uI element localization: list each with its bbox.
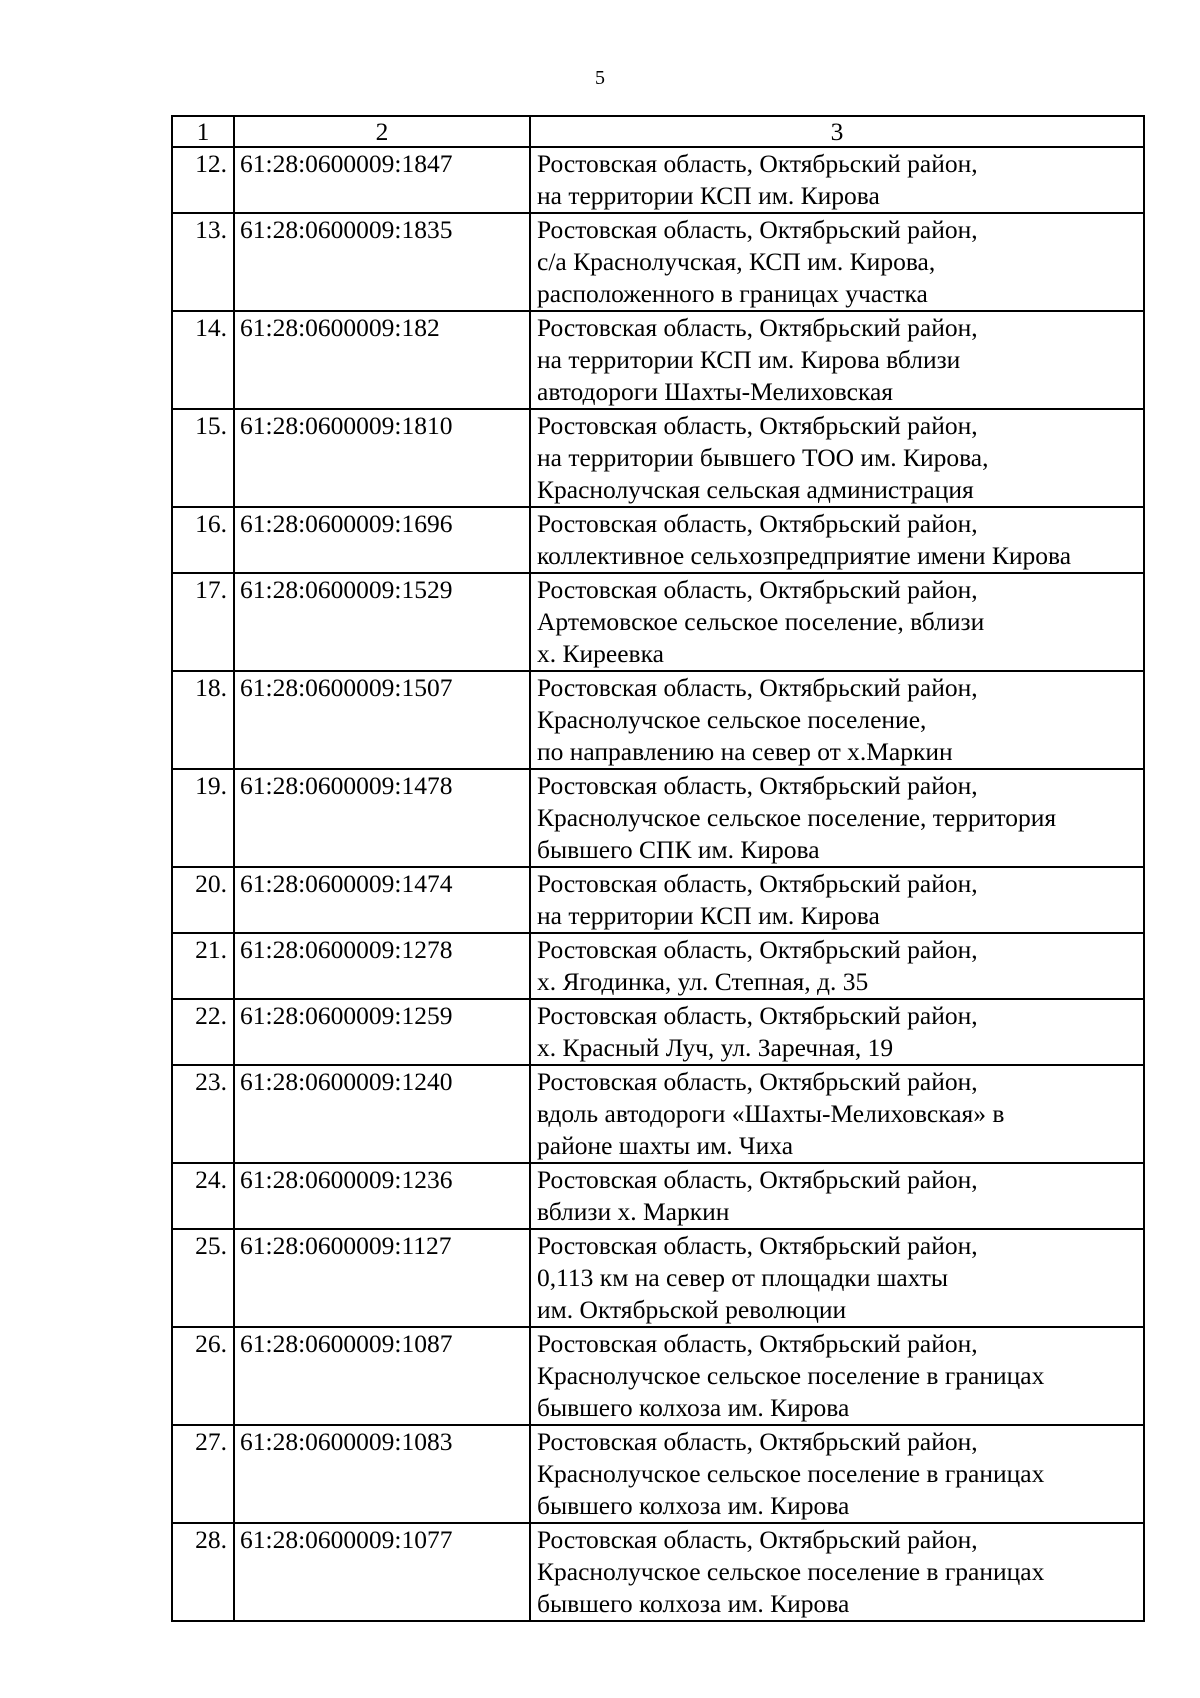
cadastral-number: 61:28:0600009:1810 xyxy=(234,409,530,507)
address-cell xyxy=(530,409,1144,507)
address-cell xyxy=(530,147,1144,213)
address-cell xyxy=(530,933,1144,999)
table-row xyxy=(172,671,1144,769)
cadastral-number: 61:28:0600009:1835 xyxy=(234,213,530,311)
address-line: Ростовская область, Октябрьский район, xyxy=(537,313,978,342)
address-line: Краснолучское сельское поселение, xyxy=(537,705,927,734)
row-number: 13. xyxy=(172,213,234,311)
table-row xyxy=(172,311,1144,409)
page-number: 5 xyxy=(595,67,605,89)
address-cell xyxy=(530,1327,1144,1425)
row-number: 24. xyxy=(172,1163,234,1229)
table-row xyxy=(172,999,1144,1065)
cadastral-number-header: 2 xyxy=(234,116,530,147)
row-number: 27. xyxy=(172,1425,234,1523)
address-line: с/а Краснолучская, КСП им. Кирова, xyxy=(537,247,936,276)
land-plot-table xyxy=(171,115,1145,1622)
address-cell xyxy=(530,311,1144,409)
address-line: Ростовская область, Октябрьский район, xyxy=(537,215,978,244)
row-number: 12. xyxy=(172,147,234,213)
table-header xyxy=(172,116,1144,147)
address-cell xyxy=(530,1163,1144,1229)
address-line: 0,113 км на север от площадки шахты xyxy=(537,1263,949,1292)
cadastral-number: 61:28:0600009:1474 xyxy=(234,867,530,933)
address-line: Ростовская область, Октябрьский район, xyxy=(537,149,978,178)
address-cell xyxy=(530,867,1144,933)
address-line: х. Красный Луч, ул. Заречная, 19 xyxy=(537,1033,894,1062)
address-cell xyxy=(530,1065,1144,1163)
cadastral-number: 61:28:0600009:1259 xyxy=(234,999,530,1065)
row-number: 23. xyxy=(172,1065,234,1163)
row-number: 15. xyxy=(172,409,234,507)
address-line: Ростовская область, Октябрьский район, xyxy=(537,771,978,800)
address-line: Ростовская область, Октябрьский район, xyxy=(537,1165,978,1194)
table-row xyxy=(172,1163,1144,1229)
cadastral-number: 61:28:0600009:1529 xyxy=(234,573,530,671)
row-number: 19. xyxy=(172,769,234,867)
address-line: Краснолучская сельская администрация xyxy=(537,475,974,504)
row-number: 21. xyxy=(172,933,234,999)
address-line: вдоль автодороги «Шахты-Мелиховская» в xyxy=(537,1099,1005,1128)
address-cell xyxy=(530,1523,1144,1621)
address-line: Ростовская область, Октябрьский район, xyxy=(537,1525,978,1554)
table-row xyxy=(172,1065,1144,1163)
address-line: на территории КСП им. Кирова xyxy=(537,901,880,930)
address-cell xyxy=(530,1425,1144,1523)
address-cell xyxy=(530,213,1144,311)
cadastral-number: 61:28:0600009:182 xyxy=(234,311,530,409)
address-line: вблизи х. Маркин xyxy=(537,1197,730,1226)
row-number: 25. xyxy=(172,1229,234,1327)
cadastral-number: 61:28:0600009:1478 xyxy=(234,769,530,867)
address-line: на территории бывшего ТОО им. Кирова, xyxy=(537,443,989,472)
address-line: Ростовская область, Октябрьский район, xyxy=(537,1427,978,1456)
cadastral-number: 61:28:0600009:1083 xyxy=(234,1425,530,1523)
address-line: Краснолучское сельское поселение, территория xyxy=(537,803,1057,832)
row-number: 14. xyxy=(172,311,234,409)
cadastral-number: 61:28:0600009:1236 xyxy=(234,1163,530,1229)
table-row xyxy=(172,1229,1144,1327)
address-line: автодороги Шахты-Мелиховская xyxy=(537,377,893,406)
row-number: 17. xyxy=(172,573,234,671)
address-cell xyxy=(530,507,1144,573)
cadastral-number: 61:28:0600009:1087 xyxy=(234,1327,530,1425)
address-line: бывшего колхоза им. Кирова xyxy=(537,1589,850,1618)
address-cell xyxy=(530,573,1144,671)
address-line: Ростовская область, Октябрьский район, xyxy=(537,1001,978,1030)
address-line: на территории КСП им. Кирова вблизи xyxy=(537,345,961,374)
address-line: расположенного в границах участка xyxy=(537,279,928,308)
cadastral-number: 61:28:0600009:1696 xyxy=(234,507,530,573)
address-line: им. Октябрьской революции xyxy=(537,1295,847,1324)
address-line: Ростовская область, Октябрьский район, xyxy=(537,673,978,702)
address-line: Артемовское сельское поселение, вблизи xyxy=(537,607,985,636)
address-line: бывшего СПК им. Кирова xyxy=(537,835,820,864)
table-row xyxy=(172,573,1144,671)
table-row xyxy=(172,933,1144,999)
cadastral-number: 61:28:0600009:1127 xyxy=(234,1229,530,1327)
address-line: Ростовская область, Октябрьский район, xyxy=(537,411,978,440)
address-line: бывшего колхоза им. Кирова xyxy=(537,1393,850,1422)
address-header: 3 xyxy=(530,116,1144,147)
table-row xyxy=(172,507,1144,573)
table-row xyxy=(172,1523,1144,1621)
table-row xyxy=(172,1327,1144,1425)
address-line: х. Киреевка xyxy=(537,639,664,668)
address-cell xyxy=(530,769,1144,867)
address-line: районе шахты им. Чиха xyxy=(537,1131,794,1160)
address-line: Ростовская область, Октябрьский район, xyxy=(537,1067,978,1096)
address-line: Краснолучское сельское поселение в границах xyxy=(537,1361,1045,1390)
table-row xyxy=(172,1425,1144,1523)
address-line: Краснолучское сельское поселение в границах xyxy=(537,1557,1045,1586)
address-line: Ростовская область, Октябрьский район, xyxy=(537,1231,978,1260)
address-cell xyxy=(530,1229,1144,1327)
address-line: Ростовская область, Октябрьский район, xyxy=(537,935,978,964)
row-number: 26. xyxy=(172,1327,234,1425)
row-number: 18. xyxy=(172,671,234,769)
address-line: по направлению на север от х.Маркин xyxy=(537,737,953,766)
address-line: Ростовская область, Октябрьский район, xyxy=(537,575,978,604)
address-cell xyxy=(530,999,1144,1065)
address-line: бывшего колхоза им. Кирова xyxy=(537,1491,850,1520)
row-number: 22. xyxy=(172,999,234,1065)
cadastral-number: 61:28:0600009:1847 xyxy=(234,147,530,213)
row-number: 16. xyxy=(172,507,234,573)
table-body xyxy=(172,147,1144,1621)
address-cell xyxy=(530,671,1144,769)
column-number-header: 1 xyxy=(172,116,234,147)
address-line: Ростовская область, Октябрьский район, xyxy=(537,1329,978,1358)
address-line: на территории КСП им. Кирова xyxy=(537,181,880,210)
row-number: 28. xyxy=(172,1523,234,1621)
header-row xyxy=(172,116,1144,147)
address-line: Ростовская область, Октябрьский район, xyxy=(537,509,978,538)
table-row xyxy=(172,213,1144,311)
cadastral-number: 61:28:0600009:1240 xyxy=(234,1065,530,1163)
table-row xyxy=(172,147,1144,213)
address-line: х. Ягодинка, ул. Степная, д. 35 xyxy=(537,967,869,996)
address-line: Краснолучское сельское поселение в границах xyxy=(537,1459,1045,1488)
cadastral-number: 61:28:0600009:1077 xyxy=(234,1523,530,1621)
address-line: Ростовская область, Октябрьский район, xyxy=(537,869,978,898)
table-row xyxy=(172,409,1144,507)
cadastral-number: 61:28:0600009:1278 xyxy=(234,933,530,999)
row-number: 20. xyxy=(172,867,234,933)
table-row xyxy=(172,867,1144,933)
address-line: коллективное сельхозпредприятие имени Кирова xyxy=(537,541,1072,570)
cadastral-number: 61:28:0600009:1507 xyxy=(234,671,530,769)
table-row xyxy=(172,769,1144,867)
